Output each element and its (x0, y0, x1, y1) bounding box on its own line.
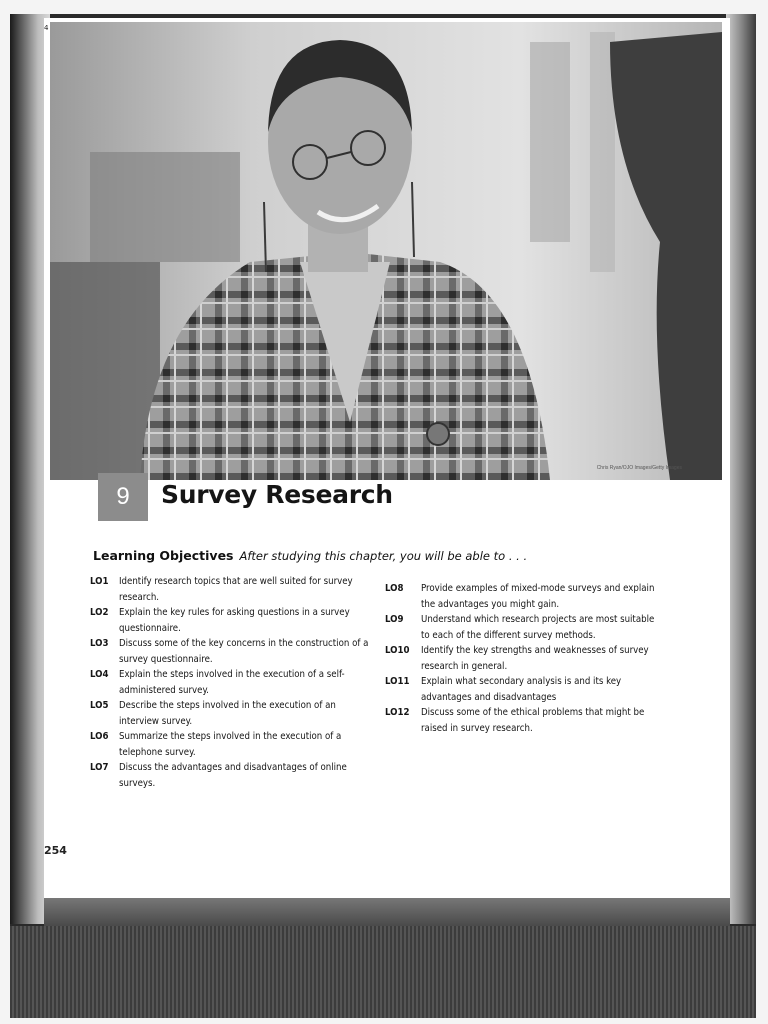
objective-item (90, 574, 380, 605)
page-corner-mark: 4 (44, 24, 49, 32)
objective-code: LO12 (385, 707, 410, 718)
objective-text: Provide examples of mixed-mode surveys and explain the advantages you might gain. (421, 583, 655, 610)
objective-code: LO6 (90, 731, 109, 742)
objective-text: Describe the steps involved in the execution of an interview survey. (119, 700, 336, 727)
objective-code: LO5 (90, 700, 109, 711)
objective-item (90, 698, 380, 729)
objective-item (90, 729, 380, 760)
objectives-right-column (385, 581, 675, 736)
photo-credit: Chris Ryan/OJO Images/Getty Images (596, 465, 682, 471)
objective-text: Identify research topics that are well suited for survey research. (119, 576, 353, 603)
learning-objectives-heading (93, 548, 527, 563)
objective-item (385, 581, 675, 612)
objective-code: LO2 (90, 607, 109, 618)
objective-item (385, 674, 675, 705)
objective-text: Discuss the advantages and disadvantages of online surveys. (119, 762, 347, 789)
objective-text: Explain what secondary analysis is and its key advantages and disadvantages (421, 676, 622, 703)
objective-item (385, 643, 675, 674)
photo-illustration (50, 22, 722, 480)
scanner-bottom-stripes (10, 926, 756, 1018)
objective-text: Understand which research projects are most suitable to each of the different survey methods. (421, 614, 655, 641)
objective-code: LO11 (385, 676, 410, 687)
objective-item (90, 605, 380, 636)
objective-code: LO4 (90, 669, 109, 680)
page-number: 254 (44, 844, 67, 857)
chapter-number-badge: 9 (98, 473, 148, 521)
objective-code: LO9 (385, 614, 404, 625)
objective-item (90, 636, 380, 667)
objective-item (385, 705, 675, 736)
objective-item (90, 760, 380, 791)
objective-item (385, 612, 675, 643)
objective-item (90, 667, 380, 698)
objective-text: Explain the steps involved in the execution of a self-administered survey. (119, 669, 345, 696)
learning-objectives-label: Learning Objectives (93, 548, 234, 563)
objective-code: LO3 (90, 638, 109, 649)
objective-text: Summarize the steps involved in the execution of a telephone survey. (119, 731, 342, 758)
page-edge-right (726, 14, 756, 924)
objective-text: Identify the key strengths and weaknesses of survey research in general. (421, 645, 649, 672)
objective-code: LO7 (90, 762, 109, 773)
portrait-photo-icon (50, 22, 722, 480)
chapter-title: Survey Research (161, 480, 393, 509)
objective-code: LO1 (90, 576, 109, 587)
objective-text: Discuss some of the ethical problems that might be raised in survey research. (421, 707, 645, 734)
page-bottom-shadow (44, 896, 730, 926)
objective-text: Explain the key rules for asking questions in a survey questionnaire. (119, 607, 350, 634)
objective-code: LO8 (385, 583, 404, 594)
learning-objectives-intro: After studying this chapter, you will be able to . . . (239, 549, 528, 563)
objective-text: Discuss some of the key concerns in the construction of a survey questionnaire. (119, 638, 369, 665)
objectives-left-column (90, 574, 380, 791)
objective-code: LO10 (385, 645, 410, 656)
